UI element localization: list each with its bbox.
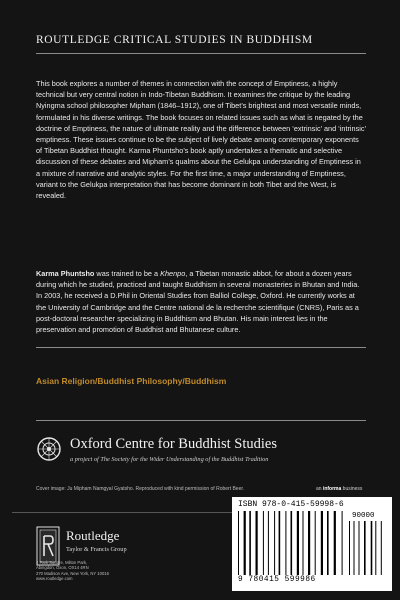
author-bio-term: Khenpo bbox=[160, 269, 186, 278]
book-blurb: This book explores a number of themes in connection with the concept of Emptiness, a highly technical but very central notion in Indo-Tibetan Buddhism. It examines the critique by the leading Nyingma school philosopher Mipham (1846–1912), one of Tibet’s brightest and most versatile minds, formulated in his diverse writings. The book focuses on related issues such as what is negated by the doctrine of Emptiness, the nature of ultimate reality and the difference between ‘extrinsic’ and ‘intrinsic’ emptiness. These issues continue to be the subject of lively debate among contemporary exponents of Tibetan Buddhist thought. Karma Phuntsho’s book aptly undertakes a thematic and selective discussion of these debates and Mipham’s qualms about the Gelukpa understanding of Emptiness in a mixture of narrative and analytic styles. For the first time, a major understanding of Emptiness, variant to the Gelukpa interpretation that has become dominant in both Tibet and the West, is revealed. bbox=[36, 79, 366, 201]
barcode-bar bbox=[238, 511, 239, 575]
barcode-bar bbox=[321, 511, 323, 575]
ocbs-subtitle: a project of The Society for the Wider Understanding of the Buddhist Tradition bbox=[70, 456, 269, 463]
addon-barcode bbox=[349, 521, 385, 575]
barcode-bar bbox=[349, 521, 350, 575]
lower-divider bbox=[36, 420, 366, 421]
addon-digits: 90000 bbox=[352, 512, 375, 520]
publisher-address bbox=[36, 560, 186, 582]
barcode-bar bbox=[315, 511, 316, 575]
barcode-bar bbox=[381, 521, 382, 575]
barcode-bar bbox=[274, 511, 275, 575]
barcode-bar bbox=[291, 511, 293, 575]
address-line: 270 Madison Ave, New York, NY 10016 bbox=[36, 570, 109, 576]
isbn-label: ISBN 978-0-415-59998-6 bbox=[238, 500, 344, 509]
series-title: ROUTLEDGE CRITICAL STUDIES IN BUDDHISM bbox=[36, 34, 313, 46]
barcode-bar bbox=[244, 511, 246, 575]
author-name: Karma Phuntsho bbox=[36, 269, 95, 278]
isbn-barcode-panel bbox=[232, 497, 392, 591]
barcode-bar bbox=[285, 511, 286, 575]
author-bio-text-2: , a Tibetan monastic abbot, for about a dozen years during which he studied, practiced and taught Buddhism in several monasteries in Bhutan and India. In 2003, he received a D.Phil in Oriental Studies from Balliol College, Oxford. He currently works at the University of Cambridge and the Centre national de la recherche scientifique (CNRS), Paris as a post-doctoral researcher specializing in Buddhism and Bhutan. His main interest lies in the preservation and promotion of Buddhist and Bhutanese culture. bbox=[36, 269, 360, 335]
informa-brand: informa bbox=[322, 486, 342, 492]
barcode-bar bbox=[249, 511, 251, 575]
barcode-bar bbox=[364, 521, 366, 575]
barcode-bar bbox=[354, 521, 355, 575]
informa-suffix: business bbox=[341, 486, 363, 492]
informa-business-tag bbox=[316, 486, 362, 492]
cover-image-credit: Cover image: Ju Mipham Namgyal Gyatsho. Reproduced with kind permission of Robert Beer. bbox=[36, 486, 245, 492]
ean-barcode bbox=[238, 511, 344, 575]
subject-categories: Asian Religion/Buddhist Philosophy/Buddhism bbox=[36, 376, 227, 386]
barcode-bar bbox=[297, 511, 299, 575]
barcode-bar bbox=[334, 511, 336, 575]
barcode-bar bbox=[303, 511, 304, 575]
barcode-bar bbox=[256, 511, 258, 575]
barcode-bar bbox=[359, 521, 360, 575]
ocbs-block bbox=[36, 434, 366, 470]
barcode-bar bbox=[375, 521, 376, 575]
ocbs-title: Oxford Centre for Buddhist Studies bbox=[70, 436, 278, 452]
publisher-group: Taylor & Francis Group bbox=[66, 546, 127, 553]
barcode-bar bbox=[279, 511, 281, 575]
barcode-bar bbox=[308, 511, 310, 575]
publisher-name: Routledge bbox=[66, 528, 120, 543]
middle-divider bbox=[36, 347, 366, 348]
informa-prefix: an bbox=[316, 486, 323, 492]
barcode-bar bbox=[342, 511, 343, 575]
address-line: Abingdon, Oxon, OX14 4RN bbox=[36, 565, 89, 571]
barcode-bar bbox=[263, 511, 264, 575]
author-bio-text-1: was trained to be a bbox=[94, 269, 161, 278]
top-divider bbox=[36, 53, 366, 54]
ocbs-emblem-icon bbox=[36, 436, 62, 462]
ean-digits: 9 780415 599986 bbox=[238, 576, 316, 584]
address-line: 2 Park Square, Milton Park, bbox=[36, 560, 88, 565]
author-bio bbox=[36, 268, 366, 335]
barcode-bar bbox=[371, 521, 373, 575]
barcode-bar bbox=[268, 511, 269, 575]
barcode-bar bbox=[327, 511, 329, 575]
website-link[interactable]: www.routledge.com bbox=[36, 576, 73, 582]
